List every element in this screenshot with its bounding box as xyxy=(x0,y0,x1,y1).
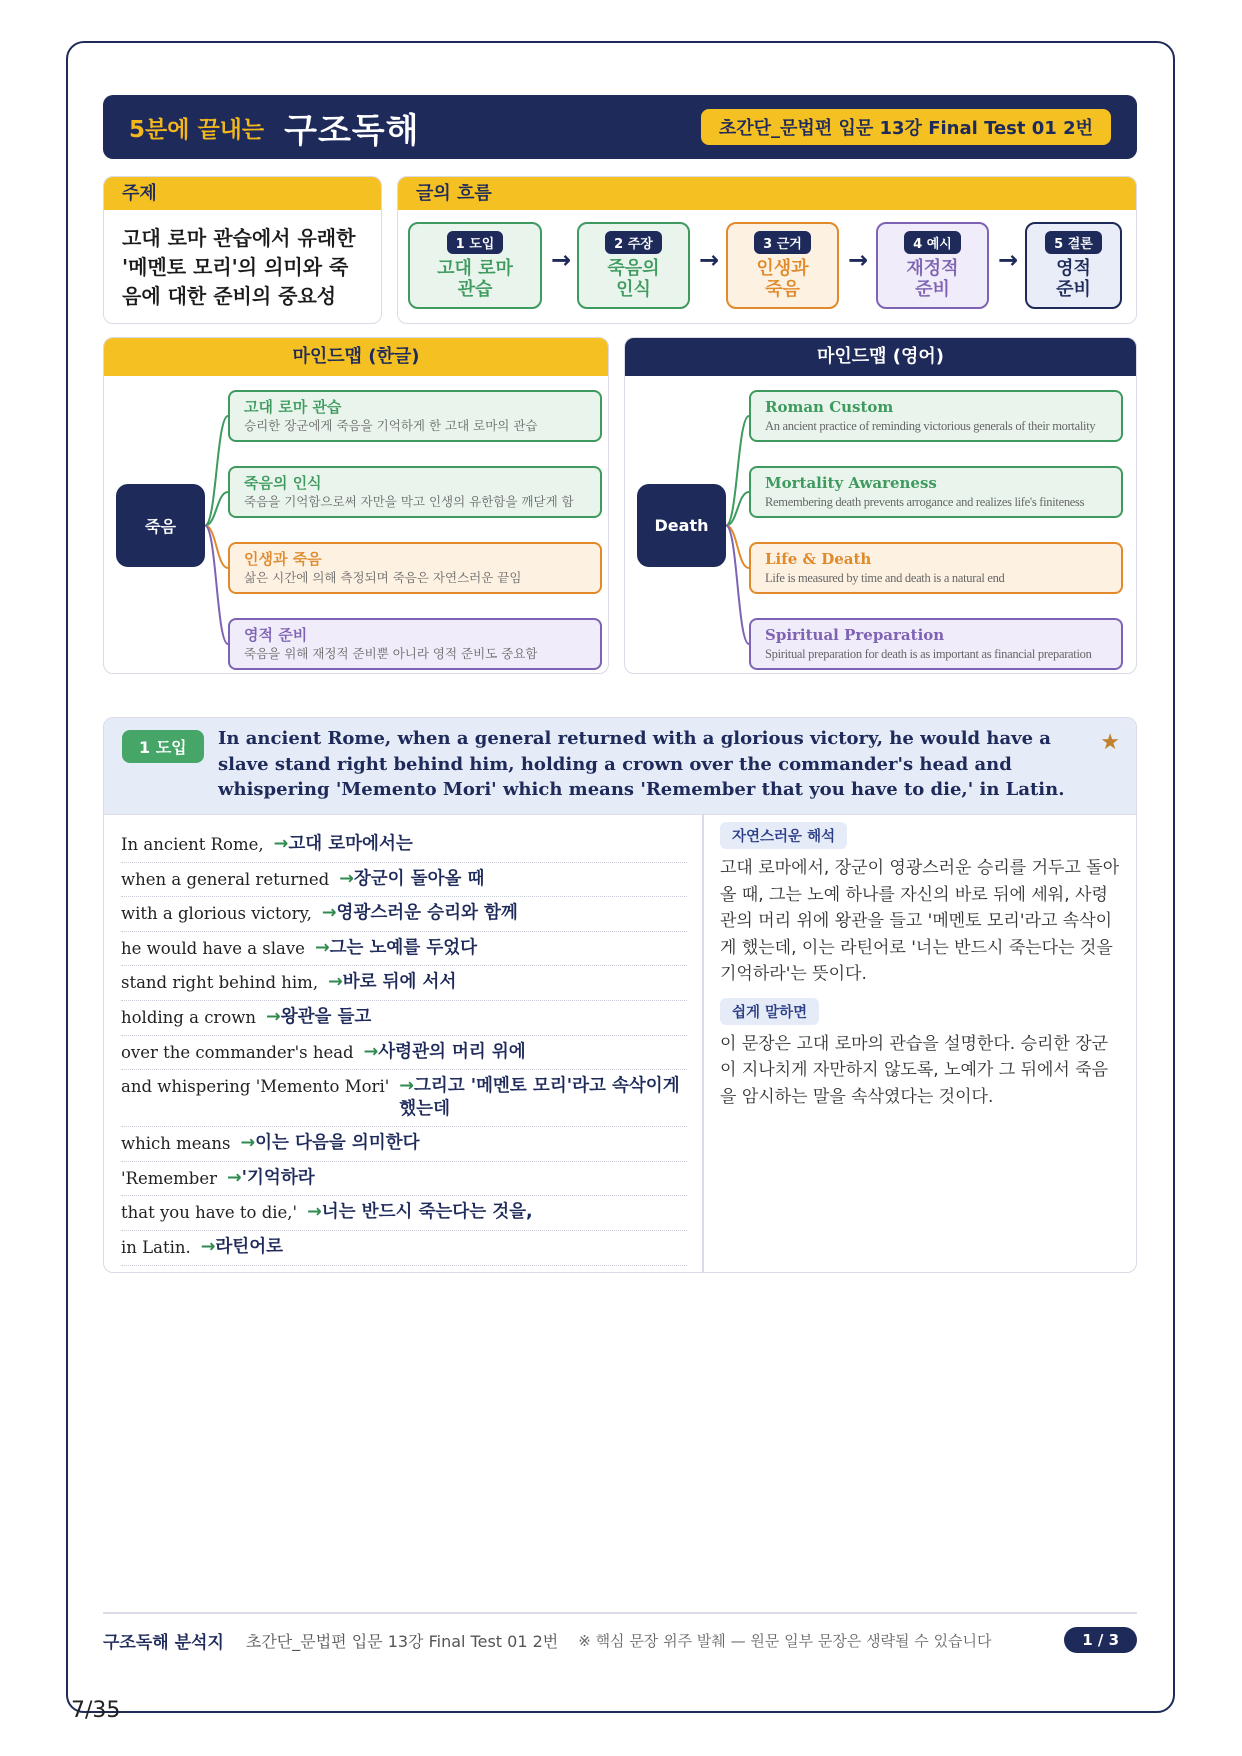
natural-translation-label: 자연스러운 해석 xyxy=(720,822,847,849)
star-icon: ★ xyxy=(1100,730,1120,755)
flow-step-badge: 5 결론 xyxy=(1045,231,1102,254)
chunk-korean: →영광스러운 승리와 함께 xyxy=(321,903,518,924)
chunk-row xyxy=(121,1001,687,1036)
chunk-row xyxy=(121,1127,687,1162)
chunk-english: holding a crown xyxy=(121,1007,257,1027)
chunk-row xyxy=(121,897,687,932)
mindmap-korean-branch-node xyxy=(228,466,602,518)
arrow-right-icon: → xyxy=(321,903,337,924)
page-header xyxy=(103,95,1137,159)
footer-divider xyxy=(103,1612,1137,1614)
chunk-row xyxy=(121,863,687,898)
arrow-right-icon: → xyxy=(328,972,343,993)
page-indicator: 1 / 3 xyxy=(1064,1627,1137,1653)
topic-panel xyxy=(103,176,382,324)
mindmap-english-branch-description: An ancient practice of reminding victorious generals of their mortality xyxy=(765,419,1096,433)
lesson-tag: 초간단_문법편 입문 13강 Final Test 01 2번 xyxy=(701,109,1111,145)
flow-step-label: 죽음의 인식 xyxy=(607,258,660,300)
mindmap-korean xyxy=(103,337,609,674)
document-page-counter: 7/35 xyxy=(71,1698,121,1723)
column-divider xyxy=(702,815,704,1273)
easy-explanation-label: 쉽게 말하면 xyxy=(720,998,819,1025)
chunk-english: in Latin. xyxy=(121,1237,191,1257)
chunk-korean: →왕관을 들고 xyxy=(266,1006,372,1027)
mindmap-english-branch-node xyxy=(749,466,1123,518)
chunk-row xyxy=(121,828,687,863)
flow-step xyxy=(876,222,989,309)
mindmap-korean-branch-title: 고대 로마 관습 xyxy=(244,398,342,416)
arrow-right-icon: → xyxy=(200,1236,216,1257)
flow-step-label: 영적 준비 xyxy=(1056,258,1091,300)
mindmap-english-branch-node xyxy=(749,618,1123,670)
flow-step-label: 고대 로마 관습 xyxy=(437,258,513,300)
arrow-right-icon: → xyxy=(399,1076,414,1097)
flow-step-badge: 1 도입 xyxy=(447,231,504,254)
flow-step-label: 인생과 죽음 xyxy=(756,258,809,300)
flow-step xyxy=(408,222,542,309)
chunk-english: when a general returned xyxy=(121,869,330,889)
topic-text: 고대 로마 관습에서 유래한 '메멘토 모리'의 의미와 죽음에 대한 준비의 중요성 xyxy=(122,226,356,308)
mindmap-english-branch-title: Roman Custom xyxy=(765,398,894,416)
chunk-english: he would have a slave xyxy=(121,938,305,958)
chunk-row xyxy=(121,1231,687,1266)
chunk-korean: →바로 뒤에 서서 xyxy=(328,972,457,993)
easy-explanation-text: 이 문장은 고대 로마의 관습을 설명한다. 승리한 장군이 지나치게 자만하지 않도록, 노예가 그 뒤에서 죽음을 암시하는 말을 속삭였다는 것이다. xyxy=(720,1033,1109,1107)
mindmap-korean-branch-description: 죽음을 기억함으로써 자만을 막고 인생의 유한함을 깨닫게 함 xyxy=(244,494,574,509)
chunk-korean: →그리고 '메멘토 모리'라고 속삭이게 했는데 xyxy=(399,1076,680,1120)
mindmap-english-branch-title: Mortality Awareness xyxy=(765,474,937,492)
flow-step xyxy=(1025,222,1122,309)
arrow-right-icon: → xyxy=(273,834,289,854)
mindmap-korean-branch-description: 승리한 장군에게 죽음을 기억하게 한 고대 로마의 관습 xyxy=(244,418,538,433)
chunk-english: that you have to die,' xyxy=(121,1203,298,1223)
mindmap-english-branch-title: Life & Death xyxy=(765,550,872,568)
chunk-korean: →라틴어로 xyxy=(200,1236,284,1257)
arrow-right-icon: → xyxy=(339,868,354,889)
flow-step-badge: 2 주장 xyxy=(605,231,662,254)
mindmap-korean-branch-title: 영적 준비 xyxy=(244,626,308,644)
brand-title: 구조독해 xyxy=(284,110,420,151)
mindmap-korean-branch-description: 삶은 시간에 의해 측정되며 죽음은 자연스러운 끝임 xyxy=(244,570,522,585)
mindmap-english-branch-node xyxy=(749,542,1123,594)
mindmap-korean-title: 마인드맵 (한글) xyxy=(104,338,608,376)
chunk-korean: →고대 로마에서는 xyxy=(273,834,413,854)
chunk-row xyxy=(121,1070,687,1127)
footer-note: ※ 핵심 문장 위주 발췌 — 원문 일부 문장은 생략될 수 있습니다 xyxy=(578,1631,992,1650)
mindmap-korean-branch-title: 인생과 죽음 xyxy=(244,550,322,568)
sentence-header xyxy=(104,718,1136,815)
flow-step-label: 재정적 준비 xyxy=(906,258,959,300)
natural-translation-text: 고대 로마에서, 장군이 영광스러운 승리를 거두고 돌아올 때, 그는 노예 하나를 자신의 바로 뒤에 세워, 사령관의 머리 위에 왕관을 들고 '메멘토 모리'라고 속삭이게 했는데, 이는 라틴어로 '너는 반드시 죽는다는 것을 기억하라'는 뜻이다. xyxy=(720,858,1120,984)
mindmap-english xyxy=(624,337,1137,674)
arrow-right-icon: → xyxy=(307,1202,322,1223)
chunk-korean: →사령관의 머리 위에 xyxy=(363,1041,526,1062)
footer-title: 구조독해 분석지 xyxy=(103,1632,224,1653)
arrow-right-icon: → xyxy=(240,1133,256,1154)
chunk-row xyxy=(121,1196,687,1231)
chunk-row xyxy=(121,1162,687,1197)
mindmap-korean-branch-node xyxy=(228,542,602,594)
flow-arrow-icon: → xyxy=(998,246,1019,274)
mindmap-korean-branch-title: 죽음의 인식 xyxy=(244,474,322,492)
interpretation-column xyxy=(720,822,1120,1120)
chunk-english: with a glorious victory, xyxy=(121,904,312,924)
brand-subtitle: 5분에 끝내는 xyxy=(129,116,265,143)
chunk-english: over the commander's head xyxy=(121,1042,354,1062)
chunk-list xyxy=(121,828,687,1266)
arrow-right-icon: → xyxy=(227,1167,242,1188)
arrow-right-icon: → xyxy=(266,1006,281,1027)
flow-step xyxy=(726,222,839,309)
sentence-english: In ancient Rome, when a general returned with a glorious victory, he would have a slave stand right behind him, holding a crown over the commander's head and whispering 'Memento Mori' which means 'Remember that you have to die,' in Latin. xyxy=(218,728,1065,800)
sentence-analysis-panel xyxy=(103,717,1137,1273)
flow-panel xyxy=(397,176,1137,324)
mindmap-korean-center-node: 죽음 xyxy=(116,484,205,567)
arrow-right-icon: → xyxy=(314,937,330,958)
flow-step-badge: 4 예시 xyxy=(904,231,961,254)
chunk-korean: →너는 반드시 죽는다는 것을, xyxy=(307,1202,533,1223)
mindmap-english-center-node: Death xyxy=(637,484,726,567)
page-footer xyxy=(103,1623,1137,1657)
chunk-english: which means xyxy=(121,1134,231,1154)
chunk-row xyxy=(121,1036,687,1071)
flow-arrow-icon: → xyxy=(699,246,720,274)
chunk-row xyxy=(121,966,687,1001)
flow-arrow-icon: → xyxy=(551,246,572,274)
flow-step-badge: 3 근거 xyxy=(754,231,811,254)
flow-label: 글의 흐름 xyxy=(398,177,1136,210)
chunk-korean: →장군이 돌아올 때 xyxy=(339,868,485,889)
mindmap-english-title: 마인드맵 (영어) xyxy=(625,338,1136,376)
mindmap-english-branch-description: Spiritual preparation for death is as important as financial preparation xyxy=(765,647,1092,661)
mindmap-korean-branch-node xyxy=(228,618,602,670)
mindmap-korean-branch-node xyxy=(228,390,602,442)
chunk-korean: →이는 다음을 의미한다 xyxy=(240,1133,420,1154)
mindmap-english-branch-description: Remembering death prevents arrogance and realizes life's finiteness xyxy=(765,495,1085,509)
flow-arrow-icon: → xyxy=(848,246,869,274)
chunk-english: and whispering 'Memento Mori' xyxy=(121,1077,390,1097)
chunk-english: stand right behind him, xyxy=(121,973,319,993)
chunk-korean: →'기억하라 xyxy=(227,1167,315,1188)
mindmap-english-branch-title: Spiritual Preparation xyxy=(765,626,945,644)
mindmap-english-branch-description: Life is measured by time and death is a natural end xyxy=(765,571,1005,585)
step-badge: 1 도입 xyxy=(122,730,204,763)
footer-subtitle: 초간단_문법편 입문 13강 Final Test 01 2번 xyxy=(245,1631,559,1651)
mindmap-english-branch-node xyxy=(749,390,1123,442)
mindmap-korean-branch-description: 죽음을 위해 재정적 준비뿐 아니라 영적 준비도 중요함 xyxy=(244,646,538,661)
flow-step xyxy=(577,222,690,309)
chunk-english: 'Remember xyxy=(121,1168,217,1188)
topic-label: 주제 xyxy=(104,177,381,210)
chunk-korean: →그는 노예를 두었다 xyxy=(314,937,478,958)
flow-row xyxy=(398,210,1136,324)
arrow-right-icon: → xyxy=(363,1041,379,1062)
chunk-row xyxy=(121,932,687,967)
chunk-english: In ancient Rome, xyxy=(121,835,264,854)
